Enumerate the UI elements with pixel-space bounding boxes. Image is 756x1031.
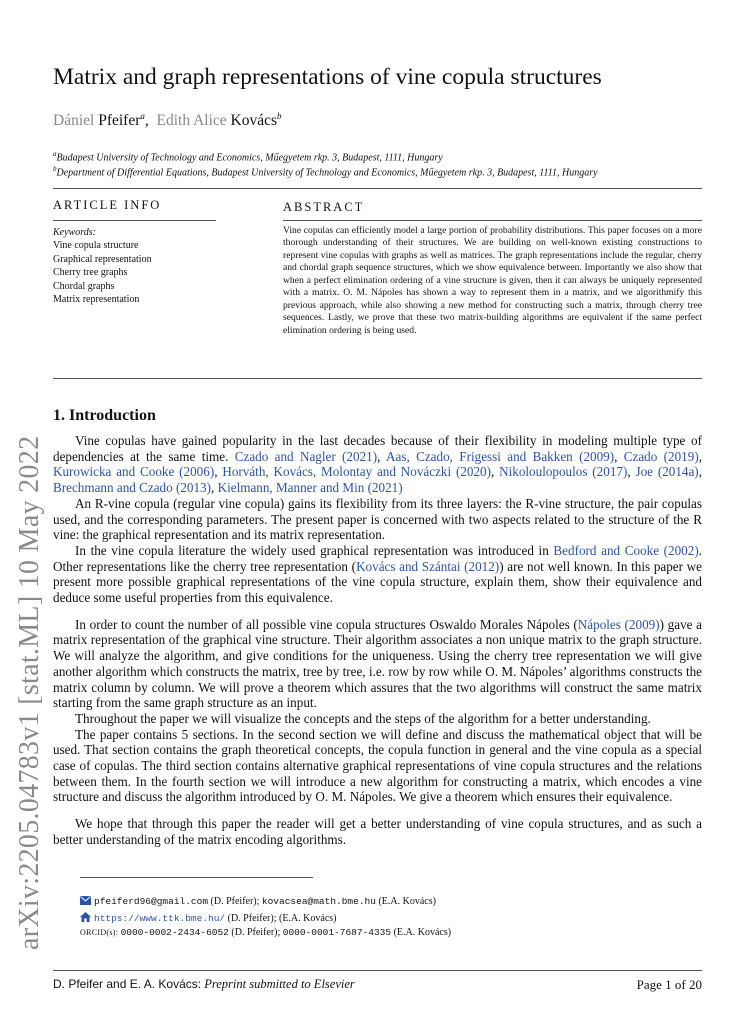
paragraph: Vine copulas have gained popularity in the last decades because of their flexibility in modeling multiple type of dependencies at the same time. Czado and Nagler (2021), Aas, Czado, Frigessi and Bakken (2009), Czado (2019), Kurowicka and Cooke (2006), Horváth, Kovács, Molontay and Nováczki (2020), Nikoloulopoulos (2017), Joe (2014a), Brechmann and Czado (2013), Kielmann, Manner and Min (2021) <box>53 433 702 496</box>
keyword: Chordal graphs <box>53 280 115 292</box>
section-heading-introduction: 1. Introduction <box>53 407 156 424</box>
paragraph <box>53 617 702 711</box>
author-last-name[interactable]: Kovács <box>230 112 278 130</box>
author-first-name: Edith Alice <box>156 112 227 130</box>
home-icon <box>80 912 91 921</box>
keywords-block <box>53 226 152 306</box>
keyword: Graphical representation <box>53 253 152 265</box>
footnote-rule <box>80 877 313 878</box>
affiliation <box>53 165 598 178</box>
keywords-label: Keywords: <box>53 227 96 238</box>
paragraph-text: ) are not well known. In this paper we present more possible graphical representations of the vine copula structure, explain them, show their equivalence and deduce some useful properties from this equivalence. <box>53 558 703 606</box>
citation-link[interactable]: Kielmann, Manner and Min (2021) <box>217 480 403 496</box>
citation-link[interactable]: Horváth, Kovács, Molontay and Nováczki (2020) <box>222 464 491 480</box>
author-first-name: Dániel <box>53 112 95 130</box>
email-icon <box>80 896 91 905</box>
author-mark: b <box>277 111 282 121</box>
footer-authors: D. Pfeifer and E. A. Kovács: <box>53 977 202 991</box>
footnote-text: (D. Pfeifer); <box>208 896 262 907</box>
footer-rule <box>53 970 702 971</box>
citation-link[interactable]: Brechmann and Czado (2013) <box>53 480 212 496</box>
footnote-url <box>80 912 336 924</box>
orcid-link[interactable]: 0000-0002-2434-6052 <box>120 927 229 938</box>
article-info-rule <box>53 220 216 221</box>
paragraph: The paper contains 5 sections. In the second section we will define and discuss the mathematical object that will be used. That section contains the graph theoretical concepts, the copula function in general and the vine copula as a special case of copulas. The third section contains alternative graphical representations of vine copula structures and the relations between them. In the fourth section we will introduce a new algorithm for constructing a matrix, which encodes a vine structure and discuss the algorithm introduced by O. M. Nápoles. We give a theorem which ensures their equivalence. <box>53 726 702 805</box>
citation-link[interactable]: Czado and Nagler (2021) <box>234 448 378 464</box>
paragraph-text: ) gave a matrix representation of the graphical vine structure. Their algorithm associates a non unique matrix to the graph structure. We will analyze the algorithm, and give conditions for the uniqueness. Using the cherry tree representation we will give another algorithm which constructs the matrix, tree by tree, i.e. row by row while O. M. Nápoles’ algorithms constructs the matrix column by column. We will prove a theorem which assures that the two algorithms will construct the same matrix starting from the same graph structure as an input. <box>53 616 702 711</box>
keyword: Vine copula structure <box>53 240 139 252</box>
affiliation-text: Budapest University of Technology and Economics, Műegyetem rkp. 3, Budapest, 1111, Hungary <box>56 152 443 164</box>
abstract-heading: ABSTRACT <box>283 200 365 214</box>
orcid-label: ORCID(s): <box>80 928 121 937</box>
abstract-bottom-rule <box>53 378 702 379</box>
abstract-rule <box>283 220 702 221</box>
paragraph-text: Vine copulas have gained popularity in the last decades because of their flexibility in modeling multiple type of dependencies at the same time. <box>53 433 702 464</box>
footer-citation <box>53 977 355 992</box>
orcid-link[interactable]: 0000-0001-7687-4335 <box>282 927 392 938</box>
author-list: Dániel Pfeifer$^a$, Edith Alice Kovács$^b$ <box>53 111 282 130</box>
affiliation-text: Department of Differential Equations, Budapest University of Technology and Economics, Műegyetem rkp. 3, Budapest, 1111, Hungary <box>56 167 598 179</box>
keyword: Matrix representation <box>53 294 140 306</box>
citation-link[interactable]: Kurowicka and Cooke (2006) <box>53 464 215 480</box>
affiliation <box>53 150 443 163</box>
paragraph <box>53 543 702 606</box>
affiliation-mark: b <box>53 165 57 173</box>
footnote-text: (D. Pfeifer); (E.A. Kovács) <box>225 913 337 924</box>
arxiv-stamp: arXiv:2205.04783v1 [stat.ML] 10 May 2022 <box>14 435 45 950</box>
page-number: Page 1 of 20 <box>636 977 702 992</box>
article-info-heading: ARTICLE INFO <box>53 198 162 212</box>
citation-link[interactable]: Nikoloulopoulos (2017) <box>499 464 628 480</box>
paragraph-text: In the vine copula literature the widely used graphical representation was introduced in <box>75 542 554 558</box>
header-rule <box>53 188 702 189</box>
footnote-orcid <box>80 927 451 938</box>
email-link[interactable]: pfeiferd96@gmail.com <box>94 896 209 907</box>
email-link[interactable]: kovacsea@math.bme.hu <box>261 896 376 907</box>
keyword: Cherry tree graphs <box>53 267 128 279</box>
citation-link[interactable]: Nápoles (2009) <box>577 616 660 632</box>
citation-link[interactable]: Kovács and Szántai (2012) <box>356 558 500 574</box>
citation-link[interactable]: Bedford and Cooke (2002) <box>553 542 699 558</box>
introduction-body <box>53 433 702 848</box>
affiliation-mark: a <box>53 150 57 158</box>
paragraph: We hope that through this paper the reader will get a better understanding of vine copula structures, and as such a better understanding of the matrix encoding algorithms. <box>53 816 702 847</box>
footer-journal: Preprint submitted to Elsevier <box>204 977 355 991</box>
citation-link[interactable]: Aas, Czado, Frigessi and Bakken (2009) <box>386 448 615 464</box>
citation-link[interactable]: Joe (2014a) <box>635 464 699 480</box>
footnote-text: (E.A. Kovács) <box>375 896 436 907</box>
footnote-text: (E.A. Kovács) <box>391 927 452 938</box>
footnote-text: (D. Pfeifer); <box>228 927 283 938</box>
author-mark: a <box>140 111 145 121</box>
paragraph: An R-vine copula (regular vine copula) gains its flexibility from its three layers: the R-vine structure, the pair copulas used, and the corresponding parameters. The present paper is concerned with two aspects related to the structure of the R vine: the graphical representation and its matrix representation. <box>53 495 702 543</box>
website-link[interactable]: https://www.ttk.bme.hu/ <box>94 913 226 924</box>
paragraph-text: In order to count the number of all possible vine copula structures Oswaldo Morales Nápoles ( <box>75 616 578 632</box>
paragraph: Throughout the paper we will visualize the concepts and the steps of the algorithm for a better understanding. <box>75 710 651 726</box>
footnote-email <box>80 896 436 907</box>
paper-title: Matrix and graph representations of vine copula structures <box>53 64 602 90</box>
abstract-text: Vine copulas can efficiently model a large portion of probability distributions. This paper focuses on a more thorough understanding of their structures. We are building on well-known existing constructions to represent vine copulas with graphs as well as matrices. The graph representations include the regular, cherry and chordal graph sequence structures, which we show equivalence between. Importantly we also show that when a perfect elimination ordering of a vine structure is given, then it can always be uniquely represented with a matrix. O. M. Nápoles has shown a way to represent them in a matrix, and we algorithmify this previous approach, while also showing a new method for constructing such a matrix, through cherry tree sequences. Lastly, we prove that these two matrix-building algorithms are equivalent if the same perfect elimination ordering is being used. <box>283 225 702 336</box>
author-last-name[interactable]: Pfeifer <box>98 112 141 130</box>
citation-link[interactable]: Czado (2019) <box>623 448 699 464</box>
paragraph-text: . Other representations like the cherry tree representation ( <box>53 542 703 574</box>
